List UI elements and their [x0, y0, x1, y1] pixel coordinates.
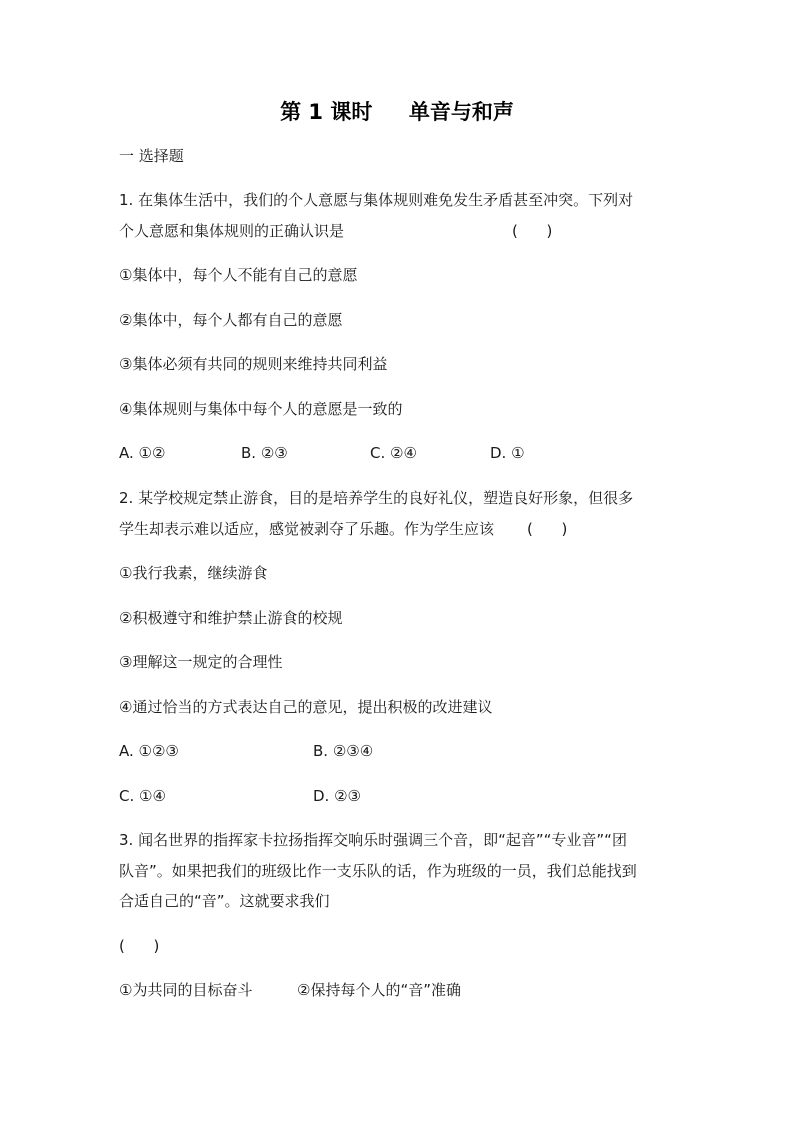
- lesson-number: 第 1 课时: [280, 100, 373, 124]
- section-heading: 一 选择题: [119, 147, 184, 165]
- q2-stem-line1: 2. 某学校规定禁止游食，目的是培养学生的良好礼仪，塑造良好形象，但很多: [119, 489, 634, 507]
- q1-option-d: D. ①: [490, 444, 525, 462]
- q1-answer-blank: ( ): [512, 222, 553, 240]
- q2-option-b: B. ②③④: [313, 742, 374, 760]
- q2-stem-line2: 学生却表示难以适应，感觉被剥夺了乐趣。作为学生应该: [119, 520, 495, 538]
- q1-stem-line2: 个人意愿和集体规则的正确认识是: [119, 222, 345, 240]
- q3-stem-line1: 3. 闻名世界的指挥家卡拉扬指挥交响乐时强调三个音，即“起音”“专业音”“团: [119, 831, 627, 849]
- lesson-topic: 单音与和声: [408, 100, 514, 124]
- q1-item-1: ①集体中，每个人不能有自己的意愿: [119, 266, 358, 284]
- q3-item-1: ①为共同的目标奋斗: [119, 981, 253, 999]
- q1-option-c: C. ②④: [370, 444, 417, 462]
- q1-item-3: ③集体必须有共同的规则来维持共同利益: [119, 355, 388, 373]
- q1-option-b: B. ②③: [241, 444, 288, 462]
- q1-option-a: A. ①②: [119, 444, 166, 462]
- q2-answer-blank: ( ): [527, 520, 568, 538]
- q3-answer-blank: ( ): [119, 937, 160, 955]
- q2-item-1: ①我行我素，继续游食: [119, 564, 268, 582]
- q2-item-2: ②积极遵守和维护禁止游食的校规: [119, 609, 343, 627]
- q1-item-2: ②集体中，每个人都有自己的意愿: [119, 311, 343, 329]
- q2-item-3: ③理解这一规定的合理性: [119, 653, 283, 671]
- q2-item-4: ④通过恰当的方式表达自己的意见，提出积极的改进建议: [119, 698, 493, 716]
- lesson-title: [0, 98, 794, 126]
- q3-stem-line2: 队音”。如果把我们的班级比作一支乐队的话，作为班级的一员，我们总能找到: [119, 862, 637, 880]
- q1-stem-line1: 1. 在集体生活中，我们的个人意愿与集体规则难免发生矛盾甚至冲突。下列对: [119, 191, 634, 209]
- q3-item-2: ②保持每个人的“音”准确: [297, 981, 461, 999]
- q2-option-c: C. ①④: [119, 787, 166, 805]
- q2-option-d: D. ②③: [313, 787, 361, 805]
- q3-stem-line3: 合适自己的“音”。这就要求我们: [119, 892, 330, 910]
- q2-option-a: A. ①②③: [119, 742, 179, 760]
- q1-item-4: ④集体规则与集体中每个人的意愿是一致的: [119, 400, 403, 418]
